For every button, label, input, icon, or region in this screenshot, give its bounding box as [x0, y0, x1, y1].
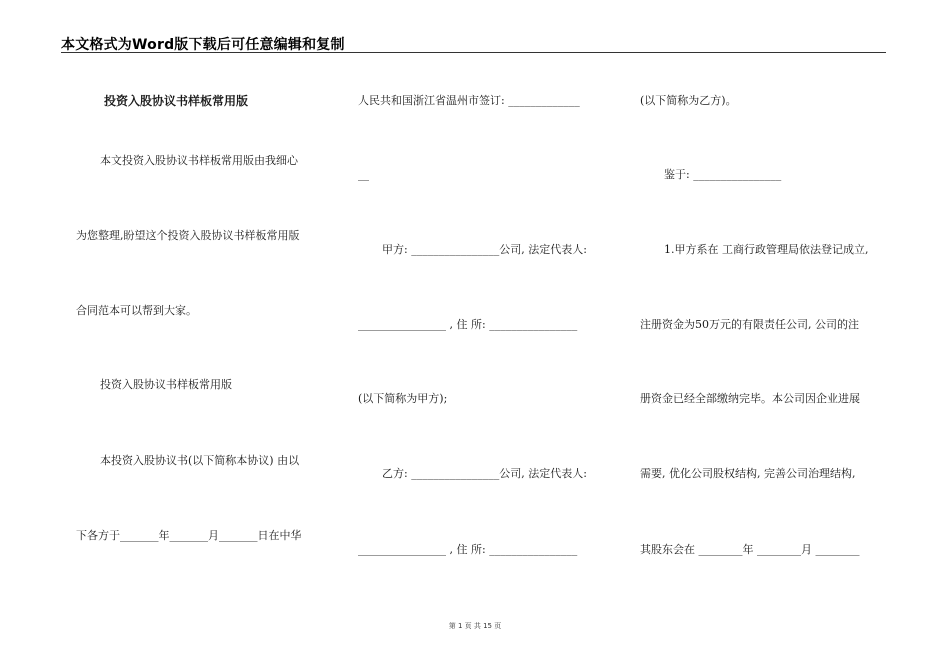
section-heading: 投资入股协议书样板常用版 [100, 378, 232, 391]
text-line: 人民共和国浙江省温州市签订: _____________ [358, 94, 580, 107]
party-a-address-line: ________________ , 住 所: ________________ [358, 318, 578, 331]
text-line: 注册资金为50万元的有限责任公司, 公司的注 [640, 318, 859, 331]
text-line: 本文投资入股协议书样板常用版由我细心 [100, 154, 298, 167]
document-title: 投资入股协议书样板常用版 [104, 94, 249, 108]
text-line: 其股东会在 ________年 ________月 ________ [640, 543, 860, 556]
text-line: __ [358, 168, 369, 181]
text-line: 为您整理,盼望这个投资入股协议书样板常用版 [76, 229, 300, 242]
party-b-address-line: ________________ , 住 所: ________________ [358, 543, 578, 556]
text-line: (以下简称为乙方)。 [640, 94, 737, 107]
party-b-line: 乙方: ________________公司, 法定代表人: [382, 467, 587, 480]
text-line: 册资金已经全部缴纳完毕。本公司因企业进展 [640, 392, 860, 405]
text-line: 1.甲方系在 工商行政管理局依法登记成立, [664, 243, 869, 256]
page-number: 第 1 页 共 15 页 [448, 622, 502, 630]
text-line: 需要, 优化公司股权结构, 完善公司治理结构, [640, 467, 856, 480]
text-line: 下各方于_______年_______月_______日在中华 [76, 529, 302, 542]
party-a-line: 甲方: ________________公司, 法定代表人: [382, 243, 587, 256]
text-line: (以下简称为甲方); [358, 392, 448, 405]
document-header: 本文格式为Word版下载后可任意编辑和复制 [61, 37, 345, 53]
text-line: 合同范本可以帮到大家。 [76, 304, 197, 317]
text-line: 鉴于: ________________ [664, 168, 782, 181]
text-line: 本投资入股协议书(以下简称本协议) 由以 [100, 454, 300, 467]
header-rule [61, 52, 886, 53]
